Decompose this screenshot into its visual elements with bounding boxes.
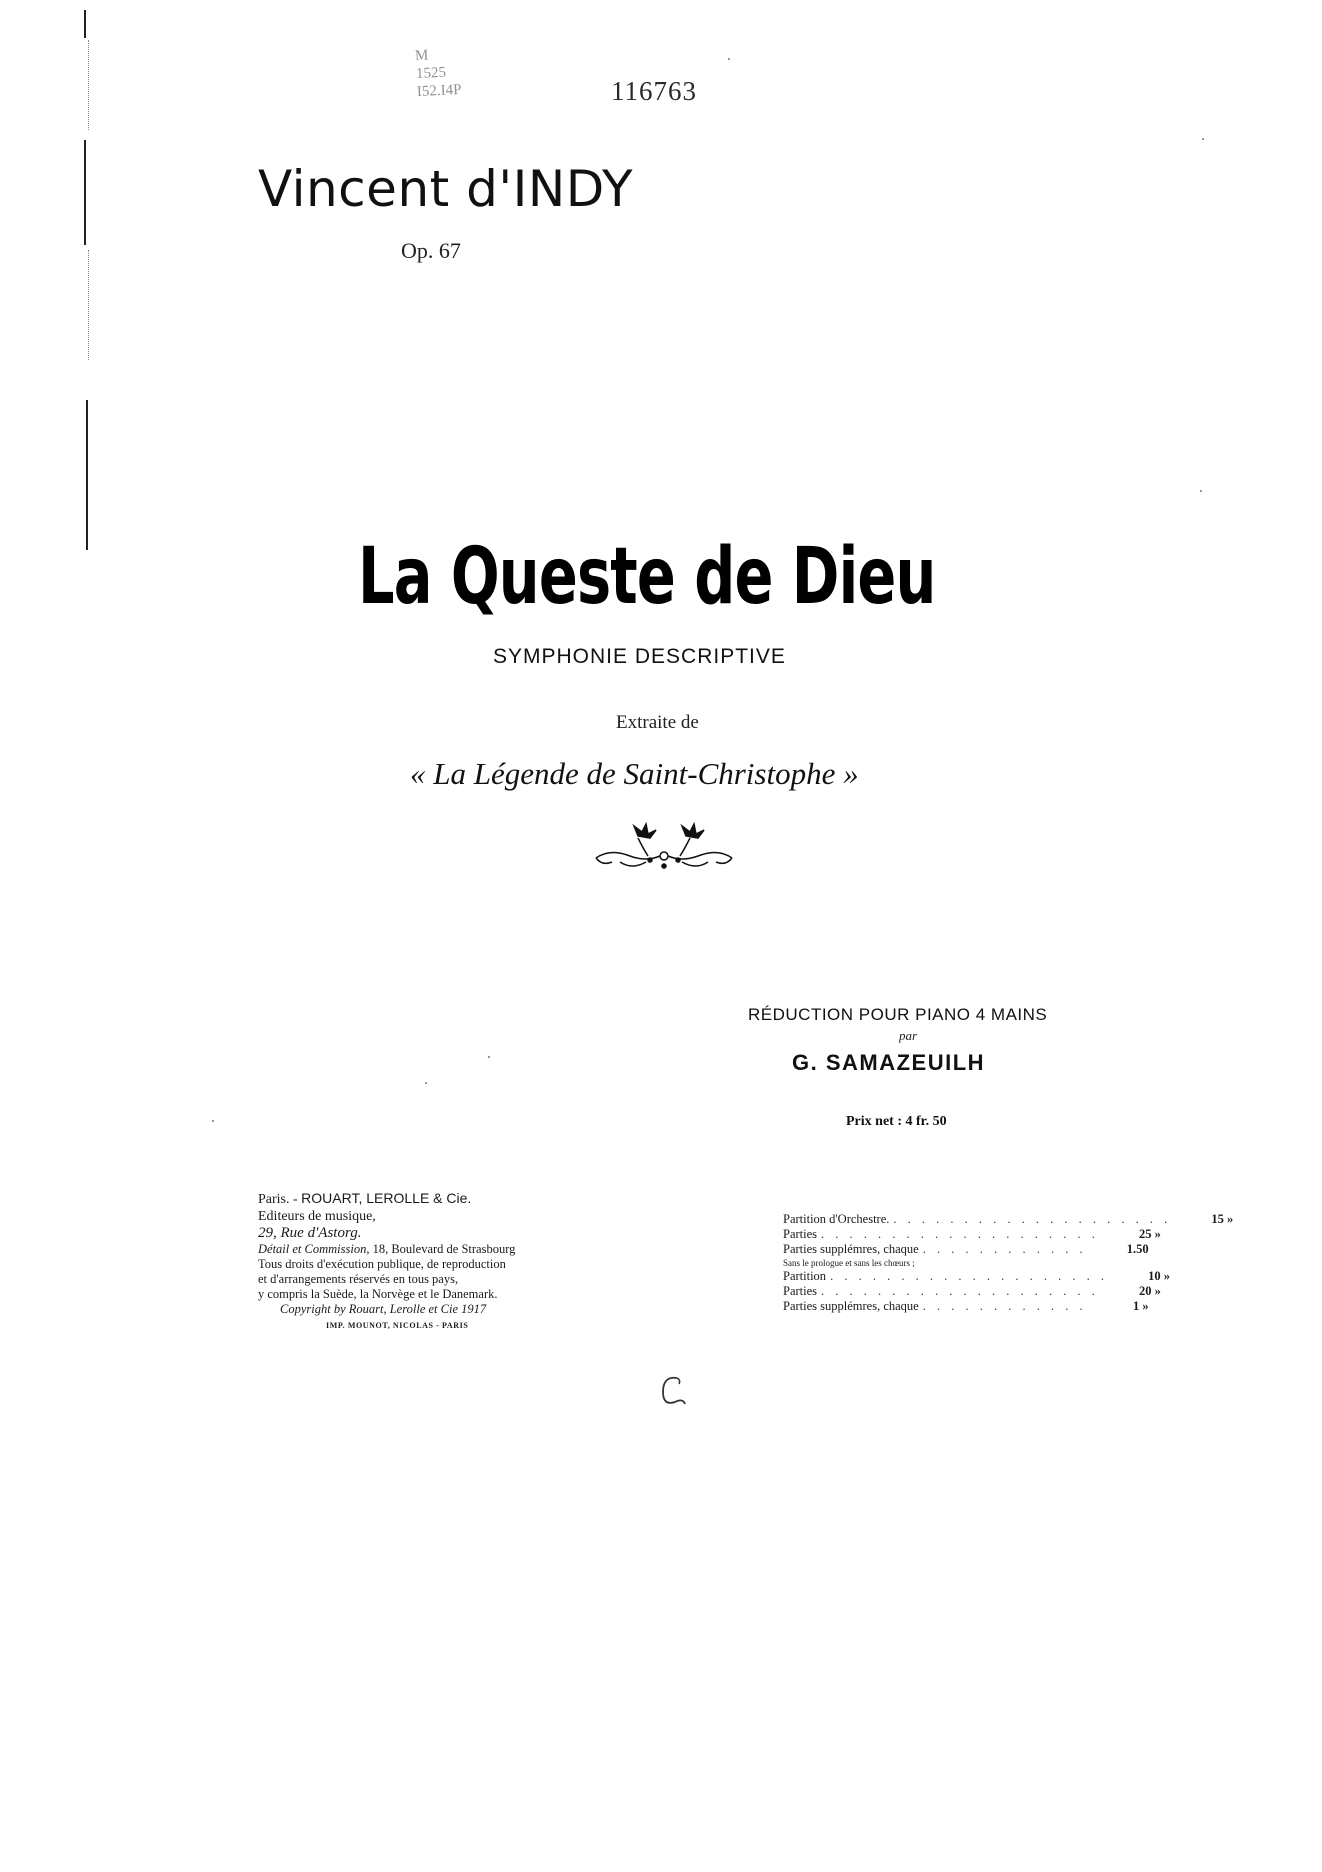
par-label: par <box>899 1028 918 1043</box>
leader-dots: . . . . . . . . . . . . <box>922 1299 1087 1313</box>
subtitle: SYMPHONIE DESCRIPTIVE <box>493 645 786 668</box>
fleuron-vignette-icon <box>590 822 738 878</box>
price-row-value: 20 » <box>1139 1284 1161 1298</box>
price-note: Sans le prologue et sans les chœurs ; <box>783 1258 915 1268</box>
publisher-name: ROUART, LEROLLE & Cie. <box>301 1190 472 1206</box>
scan-speck <box>488 1056 490 1058</box>
price-row-label: Parties <box>783 1284 818 1298</box>
arranger-name: G. SAMAZEUILH <box>792 1050 986 1075</box>
price-row-value: 15 » <box>1211 1212 1234 1226</box>
scan-speck <box>728 58 730 60</box>
opus-number: Op. 67 <box>401 238 461 263</box>
rights-line: Tous droits d'exécution publique, de reproduction <box>258 1257 506 1271</box>
price-row-value: 25 » <box>1139 1227 1161 1241</box>
net-price: Prix net : 4 fr. 50 <box>846 1114 947 1129</box>
catalog-number: 116763 <box>611 76 697 106</box>
catalog-mark-line: M <box>414 47 429 65</box>
rights-line: y compris la Suède, la Norvège et le Danemark. <box>258 1287 498 1301</box>
copyright-line: Copyright by Rouart, Lerolle et Cie 1917 <box>280 1302 487 1316</box>
arrangement-label: RÉDUCTION POUR PIANO 4 MAINS <box>748 1005 1048 1024</box>
price-row-value: 1.50 <box>1126 1242 1149 1256</box>
detail-label: Détail et Commission, <box>258 1242 370 1256</box>
work-title: « La Légende de Saint-Christophe » <box>410 756 859 791</box>
price-row-label: Parties supplémres, chaque <box>783 1299 919 1313</box>
price-row-value: 1 » <box>1132 1299 1149 1313</box>
scan-margin-rule <box>84 140 86 245</box>
leader-dots: . . . . . . . . . . . . . . . . . . . . <box>830 1269 1108 1283</box>
rights-line: et d'arrangements réservés en tous pays, <box>258 1272 459 1286</box>
price-row <box>783 1227 1161 1242</box>
scan-speck <box>212 1120 214 1122</box>
price-row-value: 10 » <box>1148 1269 1170 1283</box>
library-catalog-mark <box>415 45 462 101</box>
price-row-label: Partition d'Orchestre. <box>783 1212 890 1226</box>
price-row <box>783 1284 1161 1299</box>
detail-address: 18, Boulevard de Strasbourg <box>372 1242 516 1256</box>
publisher-city: Paris. - <box>258 1192 298 1207</box>
price-row-label: Parties <box>783 1227 818 1241</box>
price-row <box>783 1299 1149 1314</box>
scan-margin-rule <box>88 250 90 360</box>
price-row-label: Parties supplémres, chaque <box>783 1242 919 1256</box>
scan-margin-rule <box>86 400 88 550</box>
page-title: La Queste de Dieu <box>358 530 936 622</box>
catalog-mark-line: I52.I4P <box>416 81 462 101</box>
extract-label: Extraite de <box>616 712 699 733</box>
scan-margin-rule <box>84 10 86 38</box>
leader-dots: . . . . . . . . . . . . . . . . . . . . <box>821 1284 1099 1298</box>
price-row <box>783 1269 1170 1284</box>
price-row-label: Partition <box>783 1269 827 1283</box>
scan-speck <box>1200 490 1202 492</box>
scan-speck <box>425 1082 427 1084</box>
scan-margin-rule <box>88 40 90 130</box>
price-list <box>783 1212 1234 1314</box>
publisher-role: Editeurs de musique, <box>258 1209 376 1224</box>
leader-dots: . . . . . . . . . . . . . . . . . . . . <box>893 1212 1172 1226</box>
leader-dots: . . . . . . . . . . . . . . . . . . . . <box>821 1227 1099 1241</box>
handwritten-mark <box>655 1372 691 1412</box>
publisher-address: 29, Rue d'Astorg. <box>258 1225 362 1241</box>
scan-speck <box>1202 138 1204 140</box>
printer-line: IMP. MOUNOT, NICOLAS - PARIS <box>326 1321 469 1330</box>
price-row <box>783 1242 1149 1257</box>
composer-name: Vincent d'INDY <box>258 160 634 218</box>
publisher-imprint <box>258 1190 515 1334</box>
price-row <box>783 1212 1234 1227</box>
leader-dots: . . . . . . . . . . . . <box>922 1242 1087 1256</box>
catalog-mark-line: 1525 <box>415 64 447 83</box>
